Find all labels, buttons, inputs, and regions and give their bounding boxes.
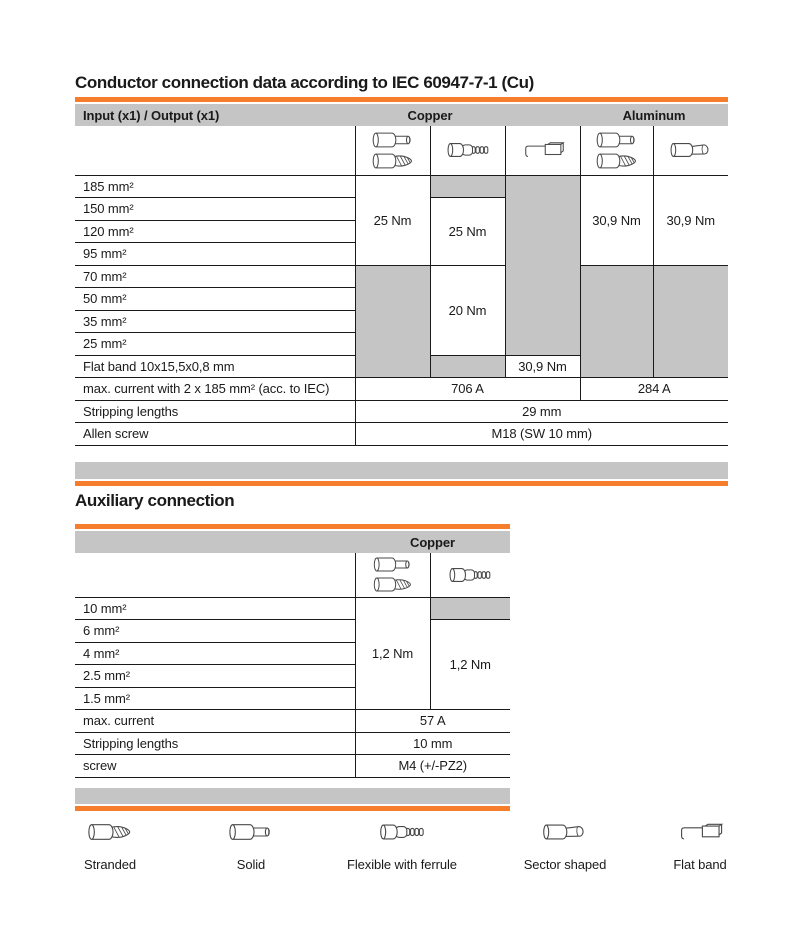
- flexible-with-ferrule-icon: [447, 566, 493, 584]
- shaded-na-cell: [505, 175, 580, 355]
- row-label: 1.5 mm²: [75, 687, 355, 710]
- screw-cell: M4 (+/-PZ2): [355, 755, 510, 778]
- icon-row-spacer: [75, 553, 355, 597]
- row-label: 95 mm²: [75, 243, 355, 266]
- shaded-na-cell: [430, 175, 505, 198]
- max-current-copper-cell: 706 A: [355, 378, 580, 401]
- torque-cell-copper-main: 1,2 Nm: [355, 597, 430, 710]
- row-label: Allen screw: [75, 423, 355, 446]
- aluminum-sector-column: [653, 126, 728, 175]
- shaded-na-cell: [355, 265, 430, 378]
- accent-rule: [75, 806, 510, 811]
- section-title-auxiliary-connection: Auxiliary connection: [75, 491, 235, 510]
- legend-label: Stranded: [84, 857, 136, 872]
- copper-main-column: [355, 126, 430, 175]
- sector-shaped-icon: [668, 141, 714, 159]
- row-label: max. current with 2 x 185 mm² (acc. to IEC): [75, 378, 355, 401]
- torque-cell-aluminum-main: 30,9 Nm: [580, 175, 653, 265]
- conductor-connection-table: [75, 104, 728, 446]
- table-footer-bar: [75, 788, 510, 804]
- stranded-wire-icon: [86, 822, 134, 842]
- torque-cell-copper-main: 25 Nm: [355, 175, 430, 265]
- header-group-copper: Copper: [355, 531, 510, 553]
- row-label: 10 mm²: [75, 597, 355, 620]
- row-label: 4 mm²: [75, 642, 355, 665]
- solid-wire-icon: [370, 131, 416, 149]
- solid-wire-icon: [370, 556, 416, 573]
- torque-cell-copper-ferrule: 25 Nm: [430, 198, 505, 266]
- copper-ferrule-column: [430, 553, 510, 597]
- torque-cell-aluminum-sector: 30,9 Nm: [653, 175, 728, 265]
- torque-cell-copper-flatband: 30,9 Nm: [505, 355, 580, 378]
- legend-item-solid: [216, 822, 286, 872]
- row-label: 185 mm²: [75, 175, 355, 198]
- icon-row-spacer: [75, 126, 355, 175]
- header-input-output: Input (x1) / Output (x1): [75, 104, 355, 126]
- header-spacer: [75, 531, 355, 553]
- solid-wire-icon: [227, 822, 275, 842]
- copper-ferrule-column: [430, 126, 505, 175]
- row-label: 50 mm²: [75, 288, 355, 311]
- row-label: Stripping lengths: [75, 400, 355, 423]
- allen-screw-cell: M18 (SW 10 mm): [355, 423, 728, 446]
- shaded-na-cell: [430, 355, 505, 378]
- row-label: 25 mm²: [75, 333, 355, 356]
- flat-band-icon: [676, 822, 724, 842]
- max-current-cell: 57 A: [355, 710, 510, 733]
- auxiliary-connection-table: [75, 531, 510, 778]
- torque-cell-copper-ferrule: 1,2 Nm: [430, 620, 510, 710]
- legend-item-flexible-with-ferrule: [332, 822, 472, 872]
- row-label: 35 mm²: [75, 310, 355, 333]
- header-group-copper-spacer: [505, 104, 580, 126]
- flexible-with-ferrule-icon: [445, 141, 491, 159]
- row-label: Stripping lengths: [75, 732, 355, 755]
- sector-shaped-icon: [541, 822, 589, 842]
- copper-main-column: [355, 553, 430, 597]
- legend-item-sector-shaped: [510, 822, 620, 872]
- row-label: Flat band 10x15,5x0,8 mm: [75, 355, 355, 378]
- solid-wire-icon: [594, 131, 640, 149]
- flexible-with-ferrule-icon: [378, 822, 426, 842]
- torque-cell-copper-ferrule: 20 Nm: [430, 265, 505, 355]
- accent-rule: [75, 481, 728, 486]
- shaded-na-cell: [653, 265, 728, 378]
- flat-band-icon: [520, 141, 566, 159]
- stranded-wire-icon: [370, 152, 416, 170]
- legend-label: Flexible with ferrule: [347, 857, 457, 872]
- copper-flatband-column: [505, 126, 580, 175]
- row-label: 120 mm²: [75, 220, 355, 243]
- legend-label: Solid: [236, 857, 266, 872]
- table-footer-bar: [75, 462, 728, 479]
- accent-rule: [75, 524, 510, 529]
- max-current-aluminum-cell: 284 A: [580, 378, 728, 401]
- shaded-na-cell: [430, 597, 510, 620]
- stripping-length-cell: 10 mm: [355, 732, 510, 755]
- stranded-wire-icon: [370, 576, 416, 593]
- legend-item-stranded: [75, 822, 145, 872]
- row-label: 70 mm²: [75, 265, 355, 288]
- row-label: screw: [75, 755, 355, 778]
- header-group-copper: Copper: [355, 104, 505, 126]
- shaded-na-cell: [580, 265, 653, 378]
- row-label: 2.5 mm²: [75, 665, 355, 688]
- legend-label: Sector shaped: [523, 857, 607, 872]
- header-group-aluminum: Aluminum: [580, 104, 728, 126]
- legend-item-flat-band: [665, 822, 735, 872]
- legend-label: Flat band: [673, 857, 727, 872]
- stranded-wire-icon: [594, 152, 640, 170]
- stripping-length-cell: 29 mm: [355, 400, 728, 423]
- aluminum-main-column: [580, 126, 653, 175]
- row-label: max. current: [75, 710, 355, 733]
- section-title-conductor-connection: Conductor connection data according to IEC 60947-7-1 (Cu): [75, 73, 534, 92]
- row-label: 6 mm²: [75, 620, 355, 643]
- accent-rule: [75, 97, 728, 102]
- row-label: 150 mm²: [75, 198, 355, 221]
